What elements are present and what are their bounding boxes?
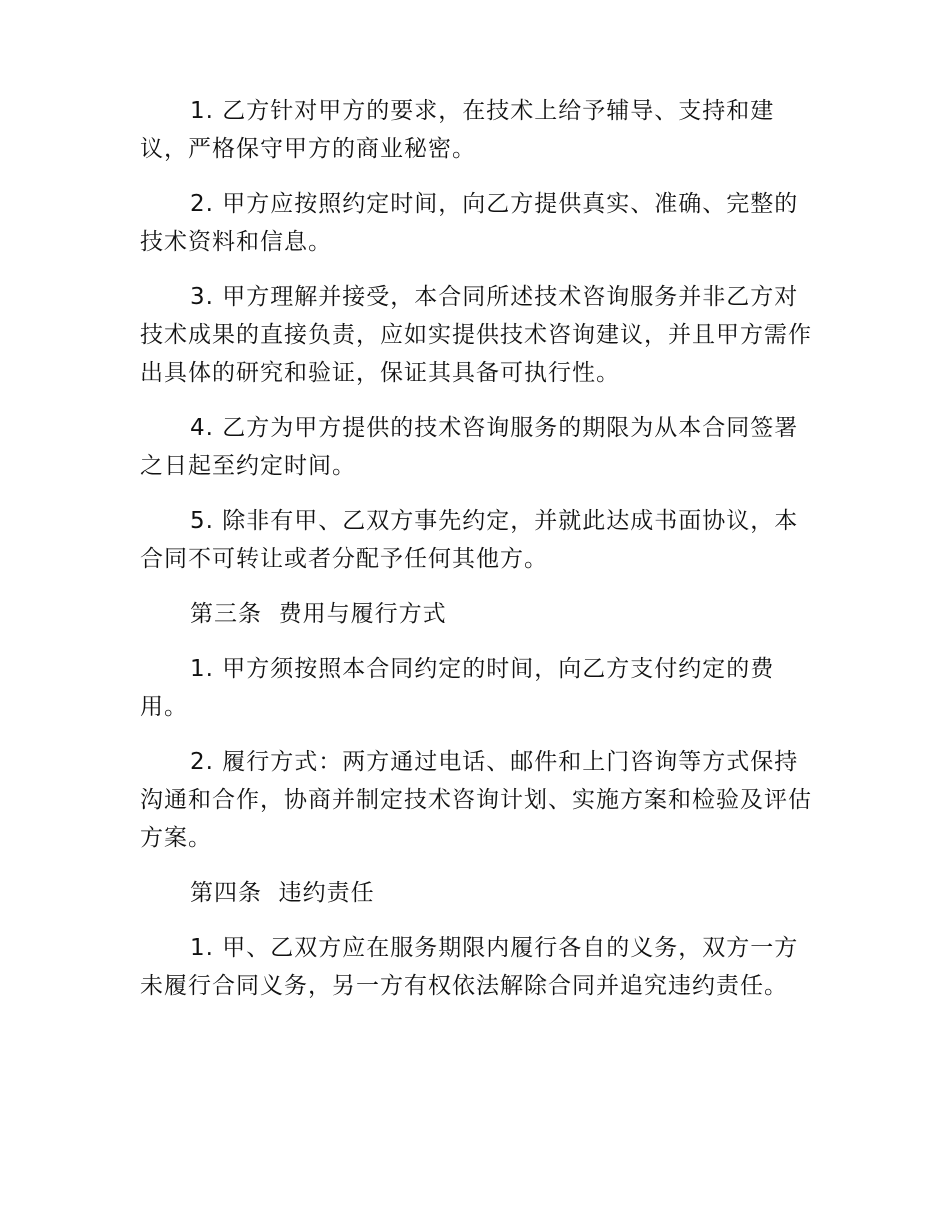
clause-2-item-5: 5. 除非有甲、乙双方事先约定，并就此达成书面协议，本合同不可转让或者分配予任何其他方。 xyxy=(140,508,799,572)
clause-3-item-2: 2. 履行方式：两方通过电话、邮件和上门咨询等方式保持沟通和合作，协商并制定技术咨询计划、实施方案和检验及评估方案。 xyxy=(140,749,812,851)
section-heading-3: 第三条 费用与履行方式 xyxy=(190,601,447,627)
clause-2-item-4: 4. 乙方为甲方提供的技术咨询服务的期限为从本合同签署之日起至约定时间。 xyxy=(140,415,799,479)
clause-2-item-2: 2. 甲方应按照约定时间，向乙方提供真实、准确、完整的技术资料和信息。 xyxy=(140,191,799,255)
document-body xyxy=(140,92,816,1022)
section-heading-4: 第四条 违约责任 xyxy=(190,880,375,906)
clause-2-item-3: 3. 甲方理解并接受，本合同所述技术咨询服务并非乙方对技术成果的直接负责，应如实提供技术咨询建议，并且甲方需作出具体的研究和验证，保证其具备可执行性。 xyxy=(140,284,812,386)
clause-2-item-1: 1. 乙方针对甲方的要求，在技术上给予辅导、支持和建议，严格保守甲方的商业秘密。 xyxy=(140,98,775,162)
clause-3-item-1: 1. 甲方须按照本合同约定的时间，向乙方支付约定的费用。 xyxy=(140,656,775,720)
clause-4-item-1: 1. 甲、乙双方应在服务期限内履行各自的义务，双方一方未履行合同义务，另一方有权依法解除合同并追究违约责任。 xyxy=(140,935,799,999)
